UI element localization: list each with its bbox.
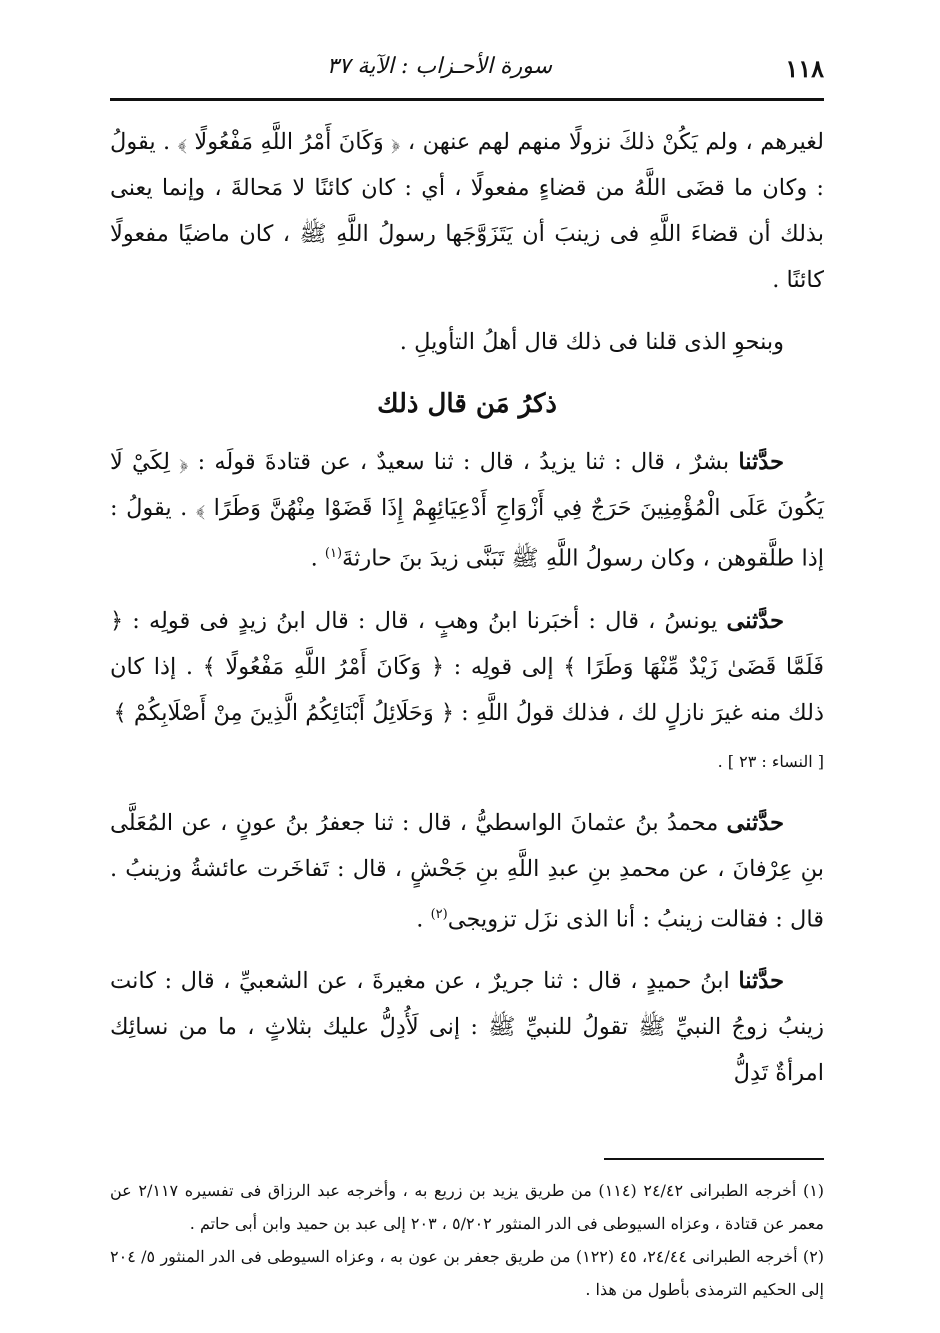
main-text	[110, 101, 824, 1306]
report-4	[110, 958, 824, 1096]
running-head	[110, 40, 824, 101]
report-2	[110, 598, 824, 736]
report-1-lead: حدَّثنا	[738, 449, 784, 475]
footnote-mark-2[interactable]: (٢)	[430, 906, 448, 922]
report-3	[110, 800, 824, 943]
report-4-lead: حدَّثنا	[738, 968, 784, 994]
report-4-text: ابنُ حميدٍ ، قال : ثنا جريرٌ ، عن مغيرةَ ، عن الشعبيِّ ، قال : كانت زينبُ زوجُ النبيِّ ﷺ تقولُ للنبيِّ ﷺ : إنى لَأُدِلُّ عليك بثلاثٍ ، ما من نسائِك امرأةٌ تَدِلُّ	[110, 968, 824, 1086]
footnotes	[110, 1174, 824, 1306]
footnote-2: (٢) أخرجه الطبرانى ٢٤/٤٤، ٤٥ (١٢٢) من طريق جعفر بن عون به ، وعزاه السيوطى فى الدر المنثور ٥/ ٢٠٤ إلى الحكيم الترمذى بأطول من هذا .	[110, 1247, 825, 1299]
report-1-text: بشرٌ ، قال : ثنا يزيدُ ، قال : ثنا سعيدٌ ، عن قتادةَ قولَه : ﴿ لِكَيْ لَا يَكُونَ عَلَى الْمُؤْمِنِينَ حَرَجٌ فِي أَزْوَاجِ أَدْعِيَائِهِمْ إِذَا قَضَوْا مِنْهُنَّ وَطَرًا ﴾ . يقولُ : إذا طلَّقوهن ، وكان رسولُ اللَّهِ ﷺ تَبَنَّى زيدَ بنَ حارثةَ	[110, 449, 824, 572]
report-3-lead: حدَّثنى	[726, 809, 784, 836]
section-heading: ذكرُ مَن قال ذلك	[377, 389, 557, 419]
report-1	[110, 439, 824, 582]
report-3-text: محمدُ بنُ عثمانَ الواسطيُّ ، قال : ثنا جعفرُ بنُ عونٍ ، عن المُعَلَّى بنِ عِرْفانَ ، عن محمدِ بنِ عبدِ اللَّهِ بنِ جَحْشٍ ، قال : تَفاخَرت عائشةُ وزينبُ . قال : فقالت زينبُ : أنا الذى نزَل تزويجى	[110, 809, 824, 932]
footnote-divider	[604, 1158, 824, 1160]
book-page	[110, 40, 824, 1300]
report-2-lead: حدَّثنى	[726, 607, 784, 634]
footnote-1: (١) أخرجه الطبرانى ٢٤/٤٢ (١١٤) من طريق يزيد بن زريع به ، وأخرجه عبد الرزاق فى تفسيره ٢/١١٧ عن معمر عن قتادة ، وعزاه السيوطى فى الدر المنثور ٥/٢٠٢ ، ٢٠٣ إلى عبد بن حميد وابن أبى حاتم .	[110, 1181, 825, 1233]
footnote-mark-1[interactable]: (١)	[324, 546, 343, 561]
report-1-end: .	[310, 545, 325, 572]
paragraph-1: لغيرهم ، ولم يَكُنْ ذلكَ نزولًا منهم لهم عنهن ، ﴿ وَكَانَ أَمْرُ اللَّهِ مَفْعُولًا ﴾ . يقولُ : وكان ما قضَى اللَّهُ من قضاءٍ مفعولًا ، أي : كان كائنًا لا مَحالةَ ، وإنما يعنى بذلك أن قضاءَ اللَّهِ فى زينبَ أن يَتَزَوَّجَها رسولُ اللَّهِ ﷺ ، كان ماضيًا مفعولًا كائنًا .	[110, 129, 824, 293]
page-number: ١١٨	[785, 54, 824, 83]
surah-verse-title: سورة الأحـزاب : الآية ٣٧	[326, 54, 552, 79]
report-3-end: .	[416, 906, 431, 932]
quran-citation: [ النساء : ٢٣ ] .	[717, 751, 824, 771]
paragraph-2: وبنحوِ الذى قلنا فى ذلك قال أهلُ التأويلِ .	[399, 329, 784, 355]
report-2-text: يونسُ ، قال : أخبَرنا ابنُ وهبٍ ، قال : قال ابنُ زيدٍ فى قولِه : ﴿ فَلَمَّا قَضَىٰ زَيْدٌ مِّنْهَا وَطَرًا ﴾ إلى قولِه : ﴿ وَكَانَ أَمْرُ اللَّهِ مَفْعُولًا ﴾ . إذا كان ذلك منه غيرَ نازلٍ لك ، فذلك قولُ اللَّهِ : ﴿ وَحَلَائِلُ أَبْنَائِكُمُ الَّذِينَ مِنْ أَصْلَابِكُمْ ﴾	[110, 607, 824, 726]
